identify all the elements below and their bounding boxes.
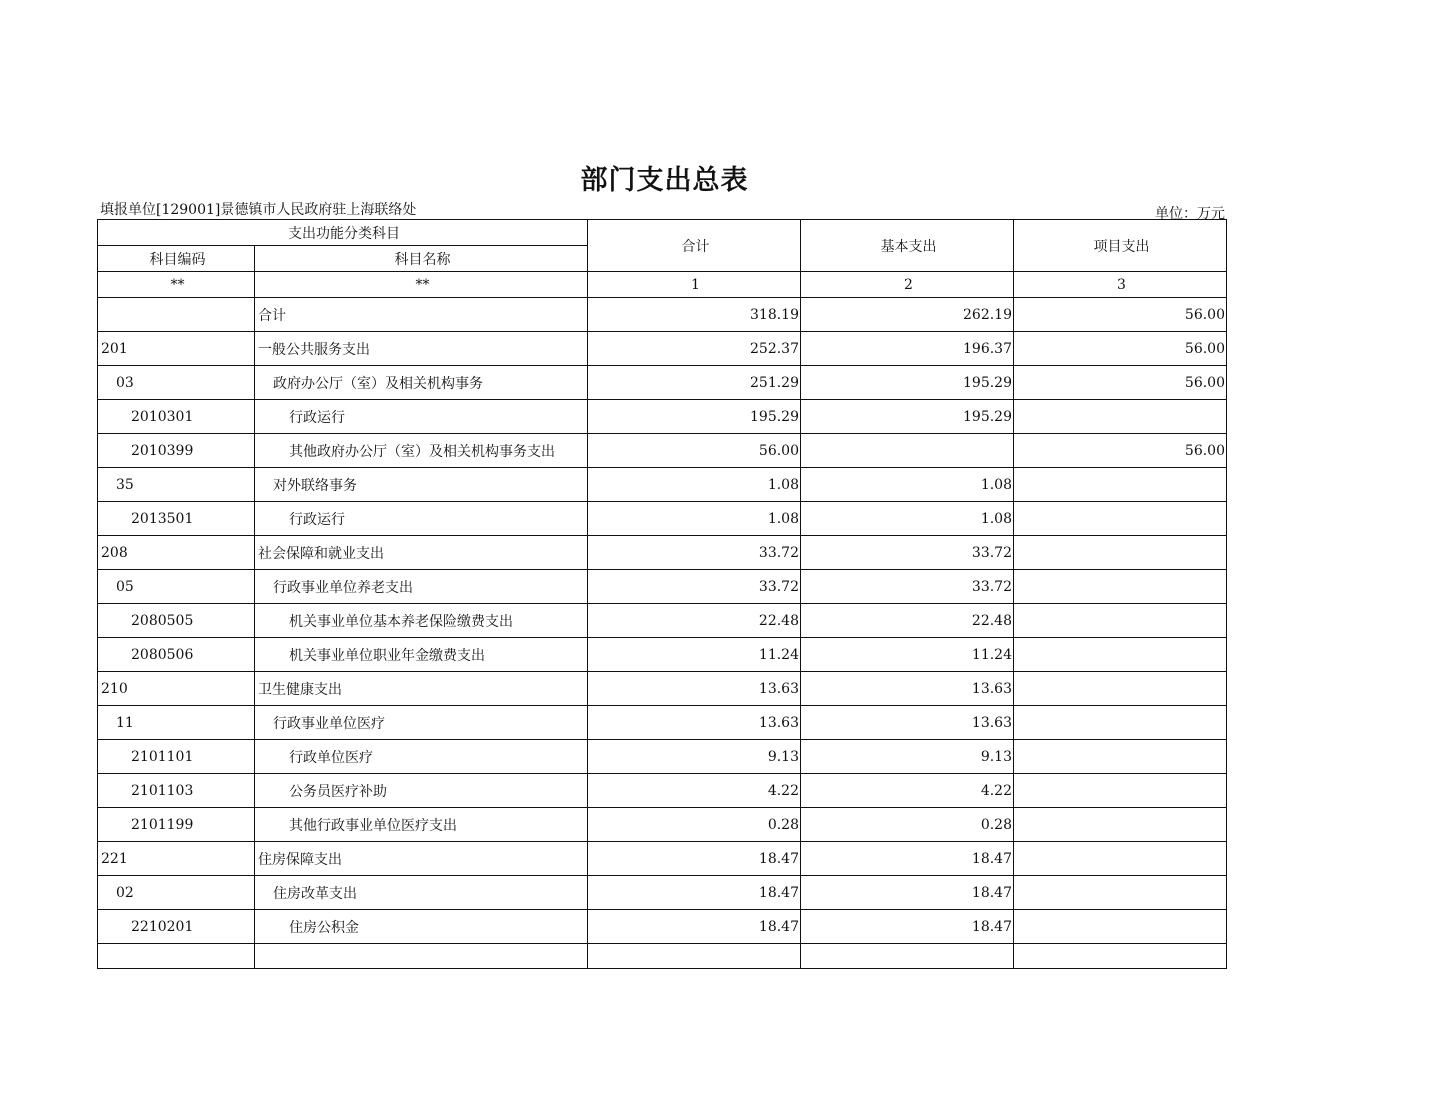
subject-code-cell: 208	[98, 536, 255, 570]
header-basic-expenditure: 基本支出	[801, 220, 1014, 272]
subject-code-cell: 2080506	[98, 638, 255, 672]
subject-name-cell: 住房改革支出	[255, 876, 588, 910]
basic-expenditure-cell: 195.29	[801, 366, 1014, 400]
basic-expenditure-cell: 13.63	[801, 672, 1014, 706]
table-row	[98, 672, 1227, 706]
subject-name-cell: 其他政府办公厅（室）及相关机构事务支出	[255, 434, 588, 468]
basic-expenditure-cell: 22.48	[801, 604, 1014, 638]
subject-code-cell: 2013501	[98, 502, 255, 536]
total-cell: 18.47	[588, 910, 801, 944]
table-row	[98, 910, 1227, 944]
project-expenditure-cell: 56.00	[1014, 298, 1227, 332]
basic-expenditure-cell: 1.08	[801, 502, 1014, 536]
project-expenditure-cell	[1014, 672, 1227, 706]
table-row	[98, 434, 1227, 468]
total-cell: 13.63	[588, 672, 801, 706]
empty-cell	[588, 944, 801, 969]
empty-cell	[801, 944, 1014, 969]
subject-name-cell: 机关事业单位职业年金缴费支出	[255, 638, 588, 672]
subject-name-cell: 对外联络事务	[255, 468, 588, 502]
total-cell: 18.47	[588, 842, 801, 876]
header-row-index	[98, 272, 1227, 298]
index-code: **	[98, 272, 255, 298]
project-expenditure-cell	[1014, 400, 1227, 434]
project-expenditure-cell	[1014, 876, 1227, 910]
subject-code-cell: 2101103	[98, 774, 255, 808]
total-cell: 11.24	[588, 638, 801, 672]
table-row	[98, 706, 1227, 740]
subject-code-cell: 03	[98, 366, 255, 400]
empty-row	[98, 944, 1227, 969]
subject-name-cell: 公务员医疗补助	[255, 774, 588, 808]
subject-code-cell: 210	[98, 672, 255, 706]
table-row	[98, 298, 1227, 332]
header-subject-name: 科目名称	[255, 246, 588, 272]
total-cell: 252.37	[588, 332, 801, 366]
subject-name-cell: 一般公共服务支出	[255, 332, 588, 366]
basic-expenditure-cell: 4.22	[801, 774, 1014, 808]
basic-expenditure-cell	[801, 434, 1014, 468]
total-cell: 9.13	[588, 740, 801, 774]
total-cell: 13.63	[588, 706, 801, 740]
subject-name-cell: 其他行政事业单位医疗支出	[255, 808, 588, 842]
total-cell: 18.47	[588, 876, 801, 910]
project-expenditure-cell	[1014, 604, 1227, 638]
empty-cell	[1014, 944, 1227, 969]
subject-name-cell: 政府办公厅（室）及相关机构事务	[255, 366, 588, 400]
total-cell: 22.48	[588, 604, 801, 638]
empty-cell	[255, 944, 588, 969]
header-row-group	[98, 220, 1227, 246]
basic-expenditure-cell: 196.37	[801, 332, 1014, 366]
subject-name-cell: 行政事业单位医疗	[255, 706, 588, 740]
basic-expenditure-cell: 1.08	[801, 468, 1014, 502]
subject-code-cell: 05	[98, 570, 255, 604]
index-project: 3	[1014, 272, 1227, 298]
subject-code-cell: 2010301	[98, 400, 255, 434]
table-row	[98, 808, 1227, 842]
subject-code-cell: 221	[98, 842, 255, 876]
project-expenditure-cell	[1014, 638, 1227, 672]
subject-name-cell: 住房保障支出	[255, 842, 588, 876]
project-expenditure-cell: 56.00	[1014, 332, 1227, 366]
index-total: 1	[588, 272, 801, 298]
project-expenditure-cell	[1014, 910, 1227, 944]
subject-code-cell: 35	[98, 468, 255, 502]
table-row	[98, 876, 1227, 910]
total-cell: 195.29	[588, 400, 801, 434]
total-cell: 1.08	[588, 502, 801, 536]
total-cell: 318.19	[588, 298, 801, 332]
total-cell: 0.28	[588, 808, 801, 842]
page-title: 部门支出总表	[580, 165, 749, 196]
table-row	[98, 366, 1227, 400]
table-row	[98, 570, 1227, 604]
project-expenditure-cell	[1014, 502, 1227, 536]
header-project-expenditure: 项目支出	[1014, 220, 1227, 272]
subject-code-cell: 201	[98, 332, 255, 366]
empty-cell	[98, 944, 255, 969]
basic-expenditure-cell: 33.72	[801, 536, 1014, 570]
basic-expenditure-cell: 9.13	[801, 740, 1014, 774]
total-cell: 4.22	[588, 774, 801, 808]
table-row	[98, 638, 1227, 672]
total-cell: 33.72	[588, 536, 801, 570]
subject-code-cell	[98, 298, 255, 332]
currency-unit: 单位：万元	[1155, 206, 1225, 222]
project-expenditure-cell	[1014, 774, 1227, 808]
index-basic: 2	[801, 272, 1014, 298]
subject-code-cell: 2210201	[98, 910, 255, 944]
subject-name-cell: 行政单位医疗	[255, 740, 588, 774]
project-expenditure-cell	[1014, 570, 1227, 604]
subject-name-cell: 机关事业单位基本养老保险缴费支出	[255, 604, 588, 638]
project-expenditure-cell	[1014, 740, 1227, 774]
basic-expenditure-cell: 18.47	[801, 842, 1014, 876]
table-row	[98, 842, 1227, 876]
reporting-unit: 填报单位[129001]景德镇市人民政府驻上海联络处	[100, 202, 417, 218]
subject-name-cell: 合计	[255, 298, 588, 332]
total-cell: 251.29	[588, 366, 801, 400]
table-row	[98, 604, 1227, 638]
project-expenditure-cell	[1014, 468, 1227, 502]
table-row	[98, 332, 1227, 366]
subject-code-cell: 2101101	[98, 740, 255, 774]
table-row	[98, 400, 1227, 434]
total-cell: 33.72	[588, 570, 801, 604]
subject-name-cell: 行政运行	[255, 502, 588, 536]
subject-name-cell: 行政事业单位养老支出	[255, 570, 588, 604]
table-row	[98, 536, 1227, 570]
subject-name-cell: 住房公积金	[255, 910, 588, 944]
basic-expenditure-cell: 11.24	[801, 638, 1014, 672]
project-expenditure-cell: 56.00	[1014, 434, 1227, 468]
subject-code-cell: 2101199	[98, 808, 255, 842]
index-name: **	[255, 272, 588, 298]
subject-code-cell: 02	[98, 876, 255, 910]
basic-expenditure-cell: 18.47	[801, 876, 1014, 910]
table-row	[98, 468, 1227, 502]
basic-expenditure-cell: 18.47	[801, 910, 1014, 944]
subject-code-cell: 11	[98, 706, 255, 740]
project-expenditure-cell	[1014, 536, 1227, 570]
table-row	[98, 774, 1227, 808]
basic-expenditure-cell: 195.29	[801, 400, 1014, 434]
project-expenditure-cell: 56.00	[1014, 366, 1227, 400]
project-expenditure-cell	[1014, 706, 1227, 740]
project-expenditure-cell	[1014, 842, 1227, 876]
header-function-category: 支出功能分类科目	[98, 220, 588, 246]
header-subject-code: 科目编码	[98, 246, 255, 272]
basic-expenditure-cell: 33.72	[801, 570, 1014, 604]
expenditure-table	[97, 219, 1227, 969]
table-row	[98, 502, 1227, 536]
subject-code-cell: 2080505	[98, 604, 255, 638]
basic-expenditure-cell: 262.19	[801, 298, 1014, 332]
subject-name-cell: 卫生健康支出	[255, 672, 588, 706]
basic-expenditure-cell: 13.63	[801, 706, 1014, 740]
project-expenditure-cell	[1014, 808, 1227, 842]
subject-name-cell: 社会保障和就业支出	[255, 536, 588, 570]
basic-expenditure-cell: 0.28	[801, 808, 1014, 842]
header-total: 合计	[588, 220, 801, 272]
subject-name-cell: 行政运行	[255, 400, 588, 434]
subject-code-cell: 2010399	[98, 434, 255, 468]
total-cell: 1.08	[588, 468, 801, 502]
total-cell: 56.00	[588, 434, 801, 468]
table-row	[98, 740, 1227, 774]
